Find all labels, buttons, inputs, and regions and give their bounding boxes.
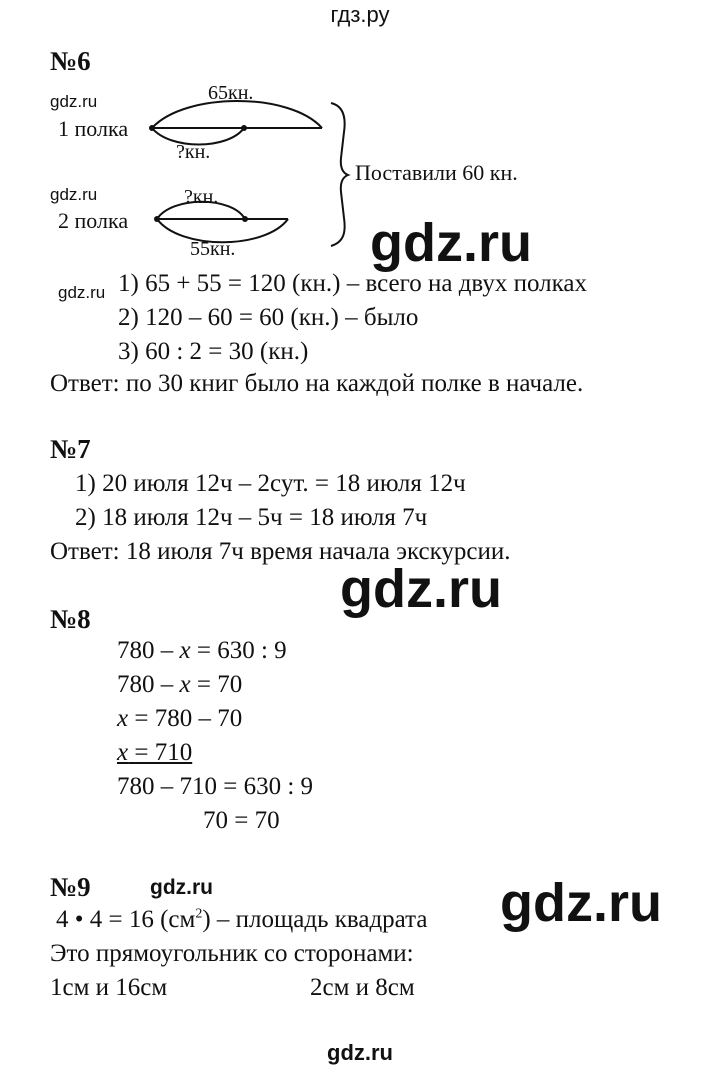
task7-step-1: 1) 20 июля 12ч – 2сут. = 18 июля 12ч xyxy=(75,470,466,497)
watermark-big: gdz.ru xyxy=(370,213,532,273)
shelf2-bottom-arc xyxy=(157,219,288,242)
task7-number: №7 xyxy=(50,434,91,464)
shelf2-top-arc xyxy=(157,202,245,219)
task8-line-1-post: = 630 : 9 xyxy=(190,637,287,664)
task8-line-4-post: = 710 xyxy=(128,739,193,766)
shelves-diagram xyxy=(0,0,720,270)
brace xyxy=(331,103,348,246)
task8-line-2-post: = 70 xyxy=(190,671,243,698)
task9-number: №9 xyxy=(50,872,91,902)
shelf1-start-dot xyxy=(149,125,155,131)
watermark-small: gdz.ru xyxy=(50,185,98,204)
shelf1-unknown-label: ?кн. xyxy=(176,141,211,163)
task8-line-3 xyxy=(117,705,242,733)
footer-site-name: gdz.ru xyxy=(327,1040,393,1065)
shelf1-label: 1 полка xyxy=(58,116,129,141)
watermark-mid: gdz.ru xyxy=(150,876,213,899)
task9-superscript: 2 xyxy=(195,906,203,922)
task7-answer: Ответ: 18 июля 7ч время начала экскурсии. xyxy=(50,538,511,565)
shelf2-unknown-label: ?кн. xyxy=(184,186,219,208)
watermark-small: gdz.ru xyxy=(50,92,98,111)
task8-line-1-pre: 780 – xyxy=(117,637,180,664)
task8-check-1: 780 – 710 = 630 : 9 xyxy=(117,773,314,800)
task8-line-2 xyxy=(117,671,242,699)
task8-line-2-pre: 780 – xyxy=(117,671,180,698)
shelf1-top-arc xyxy=(152,101,322,128)
header-site-name: гдз.ру xyxy=(330,2,390,27)
task9-line-1-post: ) – площадь квадрата xyxy=(202,906,428,933)
task8-number: №8 xyxy=(50,604,91,634)
task8-var: x xyxy=(117,705,129,732)
task8-var: x xyxy=(179,671,191,698)
task6-answer: Ответ: по 30 книг было на каждой полке в начале. xyxy=(50,370,584,397)
task9-line-1-pre: 4 • 4 = 16 (см xyxy=(56,906,196,933)
task8-line-3-post: = 780 – 70 xyxy=(128,705,243,732)
task8-line-1 xyxy=(117,637,287,665)
task9-option-1: 1см и 16см xyxy=(50,974,168,1001)
shelf2-start-dot xyxy=(154,216,160,222)
shelf2-given-label: 55кн. xyxy=(190,238,236,260)
watermark-big: gdz.ru xyxy=(340,559,502,619)
task6-step-3: 3) 60 : 2 = 30 (кн.) xyxy=(118,338,309,365)
watermark-big: gdz.ru xyxy=(500,873,662,933)
task6-step-2: 2) 120 – 60 = 60 (кн.) – было xyxy=(118,304,419,331)
task6-number: №6 xyxy=(50,46,91,76)
shelf2-mid-dot xyxy=(242,216,248,222)
task8-line-4-answer xyxy=(117,739,192,767)
task6-step-1: 1) 65 + 55 = 120 (кн.) – всего на двух полках xyxy=(118,270,588,297)
task9-option-2: 2см и 8см xyxy=(310,974,415,1001)
task8-var: x xyxy=(179,637,191,664)
shelf1-bottom-arc xyxy=(152,128,244,145)
shelf2-label: 2 полка xyxy=(58,208,129,233)
shelf1-total-label: 65кн. xyxy=(208,82,254,104)
task9-line-2: Это прямоугольник со сторонами: xyxy=(50,940,414,967)
watermark-small: gdz.ru xyxy=(58,283,106,302)
shelf1-mid-dot xyxy=(241,125,247,131)
brace-label: Поставили 60 кн. xyxy=(355,160,518,185)
task8-check-2: 70 = 70 xyxy=(203,807,280,834)
task8-var: x xyxy=(117,739,129,766)
task7-step-2: 2) 18 июля 12ч – 5ч = 18 июля 7ч xyxy=(75,504,428,531)
task9-line-1 xyxy=(56,906,427,934)
